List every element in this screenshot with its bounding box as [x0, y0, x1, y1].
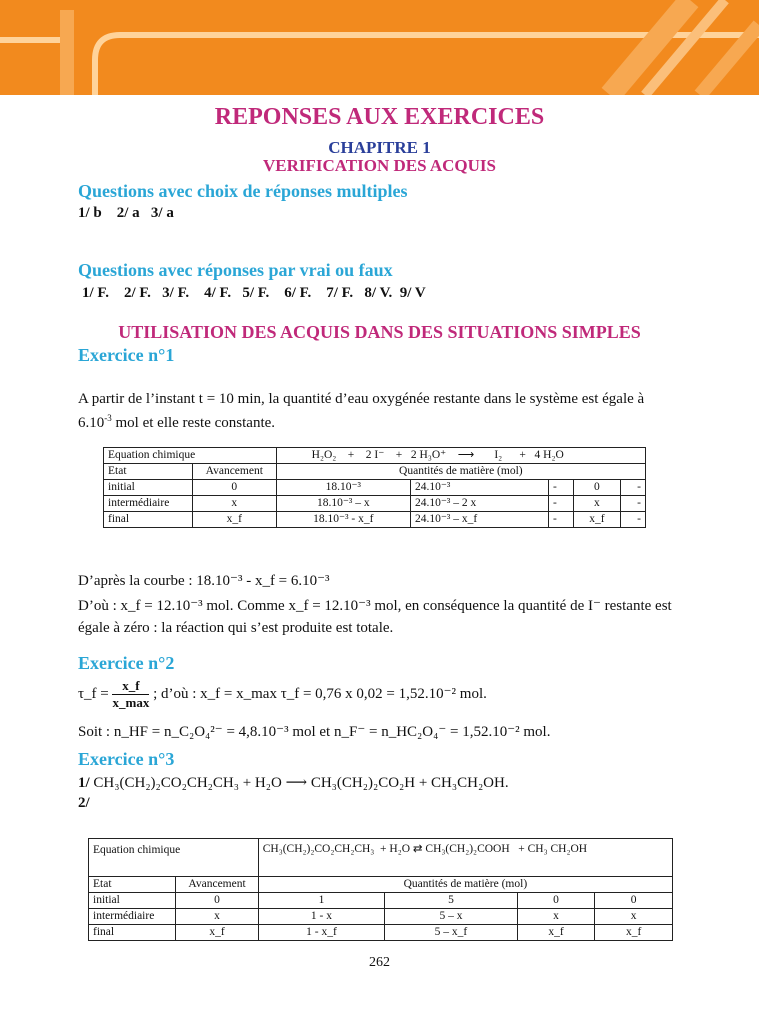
- cell: -: [548, 480, 573, 496]
- ex1-table: [103, 447, 646, 528]
- cell: 1: [258, 893, 384, 909]
- cell: 24.10⁻³ – 2 x: [410, 496, 548, 512]
- ex1-paragraph-line1: A partir de l’instant t = 10 min, la quantité d’eau oxygénée restante dans le système est égale à: [78, 391, 645, 407]
- cell: final: [104, 512, 193, 528]
- ex1-line3: égale à zéro : la réaction qui s’est produite est totale.: [78, 620, 394, 636]
- ex3-table: [88, 838, 673, 941]
- cell: 18.10⁻³ - x_f: [276, 512, 410, 528]
- section-title: VERIFICATION DES ACQUIS: [262, 156, 496, 175]
- ex1-paragraph-line2: $6.10^{-3}$ mol et elle reste constante.: [78, 413, 276, 431]
- cell: intermédiaire: [89, 909, 176, 925]
- cell: 0: [192, 480, 276, 496]
- cell: -: [548, 496, 573, 512]
- cell: final: [89, 925, 176, 941]
- table-row: [89, 909, 673, 925]
- table-row: [89, 925, 673, 941]
- cell: 5 – x_f: [385, 925, 518, 941]
- chapter-label: CHAPITRE 1: [328, 138, 431, 157]
- cell: 1 - x_f: [258, 925, 384, 941]
- ex1-col-adv: Avancement: [192, 464, 276, 480]
- cell: 24.10⁻³ – x_f: [410, 512, 548, 528]
- ex1-heading: Exercice n°1: [78, 345, 175, 365]
- cell: x_f: [517, 925, 595, 941]
- ex2-soit: Soit : n_HF = n_C₂O₄²⁻ = 4,8.10⁻³ mol et n_F⁻ = n_HC₂O₄⁻ = 1,52.10⁻² mol.: [78, 724, 551, 740]
- ex3-col-state: Etat: [89, 877, 176, 893]
- ex3-col-adv: Avancement: [176, 877, 258, 893]
- cell: 5 – x: [385, 909, 518, 925]
- ex2-formula: [78, 678, 487, 711]
- table-row: [104, 512, 646, 528]
- ex1-line2: D’où : x_f = 12.10⁻³ mol. Comme x_f = 12.10⁻³ mol, en conséquence la quantité de I⁻ restante est: [78, 598, 672, 614]
- table-row: [104, 480, 646, 496]
- cell: 18.10⁻³ – x: [276, 496, 410, 512]
- cell: x: [517, 909, 595, 925]
- cell: -: [621, 480, 646, 496]
- ex1-col-qty: Quantités de matière (mol): [276, 464, 645, 480]
- ex2-result: ; d’où : x_f = x_max τ_f = 0,76 x 0,02 = 1,52.10⁻² mol.: [153, 685, 487, 702]
- ex1-line1: D’après la courbe : 18.10⁻³ - x_f = 6.10⁻³: [78, 573, 330, 589]
- cell: x: [573, 496, 620, 512]
- ex3-line2: 2/: [78, 795, 90, 811]
- cell: x_f: [176, 925, 258, 941]
- cell: x: [176, 909, 258, 925]
- ex1-equation: H₂O₂ + 2 I⁻ + 2 H₃O⁺ ⟶ I₂ + 4 H₂O: [276, 448, 645, 464]
- fraction-numerator: x_f: [112, 678, 149, 695]
- cell: x_f: [192, 512, 276, 528]
- ex1-col-state: Etat: [104, 464, 193, 480]
- cell: -: [548, 512, 573, 528]
- cell: initial: [89, 893, 176, 909]
- mcq-answers: 1/ b 2/ a 3/ a: [78, 205, 174, 221]
- table-row: [89, 893, 673, 909]
- cell: 24.10⁻³: [410, 480, 548, 496]
- page-title: REPONSES AUX EXERCICES: [214, 104, 545, 130]
- cell: x: [192, 496, 276, 512]
- tau-label: τ_f =: [78, 685, 109, 702]
- cell: -: [621, 496, 646, 512]
- cell: intermédiaire: [104, 496, 193, 512]
- cell: x: [595, 909, 673, 925]
- truefalse-heading: Questions avec réponses par vrai ou faux: [78, 260, 393, 280]
- cell: x_f: [595, 925, 673, 941]
- cell: x_f: [573, 512, 620, 528]
- table-row: [104, 496, 646, 512]
- header-banner: [0, 0, 759, 95]
- utilisation-title: UTILISATION DES ACQUIS DANS DES SITUATIONS SIMPLES: [118, 322, 641, 342]
- ex3-col-qty: Quantités de matière (mol): [258, 877, 672, 893]
- ex3-equation: CH₃(CH₂)₂CO₂CH₂CH₃ + H₂O ⇄ CH₃(CH₂)₂COOH + CH₃ CH₂OH: [258, 839, 672, 877]
- cell: 1 - x: [258, 909, 384, 925]
- cell: 0: [595, 893, 673, 909]
- tau-fraction: [112, 678, 149, 711]
- fraction-denominator: x_max: [112, 695, 150, 710]
- ex2-heading: Exercice n°2: [78, 653, 175, 673]
- ex3-eq-label: Equation chimique: [89, 839, 259, 877]
- cell: 0: [176, 893, 258, 909]
- page-number: 262: [369, 955, 390, 970]
- truefalse-answers: 1/ F. 2/ F. 3/ F. 4/ F. 5/ F. 6/ F. 7/ F. 8/ V. 9/ V: [82, 285, 426, 301]
- cell: 18.10⁻³: [276, 480, 410, 496]
- cell: 0: [517, 893, 595, 909]
- cell: 5: [385, 893, 518, 909]
- cell: -: [621, 512, 646, 528]
- cell: 0: [573, 480, 620, 496]
- ex3-heading: Exercice n°3: [78, 749, 175, 769]
- ex3-line1: 1/ CH₃(CH₂)₂CO₂CH₂CH₃ + H₂O ⟶ CH₃(CH₂)₂CO₂H + CH₃CH₂OH.: [78, 775, 509, 791]
- mcq-heading: Questions avec choix de réponses multiples: [78, 181, 408, 201]
- cell: initial: [104, 480, 193, 496]
- ex1-eq-label: Equation chimique: [104, 448, 277, 464]
